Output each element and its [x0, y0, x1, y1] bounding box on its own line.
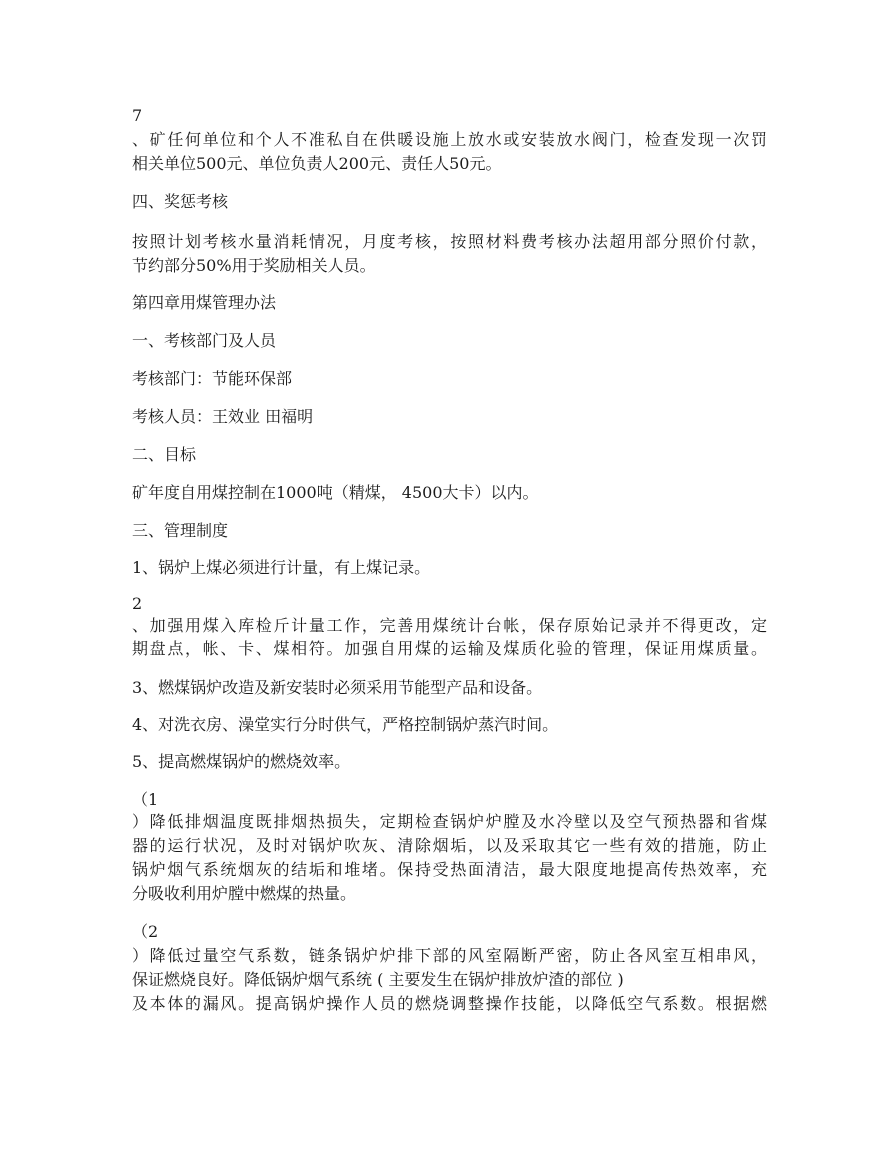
chapter-heading: 第四章用煤管理办法	[132, 293, 277, 312]
section-heading: 一、考核部门及人员	[132, 331, 277, 350]
text-line: 锅炉烟气系统烟灰的结垢和堆堵。保持受热面清洁，最大限度地提高传热效率，充	[132, 860, 767, 879]
text-line: 器的运行状况，及时对锅炉吹灰、清除烟垢，以及采取其它一些有效的措施，防止	[132, 836, 767, 855]
text-line: 按照计划考核水量消耗情况，月度考核，按照材料费考核办法超用部分照价付款，	[132, 232, 767, 251]
text-line: 、加强用煤入库检斤计量工作，完善用煤统计台帐，保存原始记录并不得更改，定	[132, 616, 767, 635]
text-line: 考核部门：节能环保部	[132, 369, 293, 388]
text-line: ）降低排烟温度既排烟热损失，定期检查锅炉炉膛及水冷壁以及空气预热器和省煤	[132, 812, 767, 831]
list-item-number: 2	[132, 594, 143, 613]
section-heading: 二、目标	[132, 445, 197, 464]
list-item: 3、燃煤锅炉改造及新安装时必须采用节能型产品和设备。	[132, 678, 543, 697]
text-line: 分吸收利用炉膛中燃煤的热量。	[132, 884, 357, 903]
list-item: 4、对洗衣房、澡堂实行分时供气，严格控制锅炉蒸汽时间。	[132, 715, 559, 734]
list-item-number: （2	[132, 922, 159, 941]
section-heading: 三、管理制度	[132, 521, 229, 540]
text-line: 7	[132, 106, 143, 125]
text-line: 、矿任何单位和个人不准私自在供暖设施上放水或安装放水阀门，检查发现一次罚	[132, 130, 767, 149]
text-line: 节约部分50%用于奖励相关人员。	[132, 256, 376, 275]
text-line: 保证燃烧良好。降低锅炉烟气系统 ( 主要发生在锅炉排放炉渣的部位 )	[132, 970, 624, 989]
text-line: 考核人员：王效业 田福明	[132, 407, 314, 426]
text-line: 期盘点，帐、卡、煤相符。加强自用煤的运输及煤质化验的管理，保证用煤质量。	[132, 639, 767, 658]
text-line: 及本体的漏风。提高锅炉操作人员的燃烧调整操作技能，以降低空气系数。根据燃	[132, 994, 767, 1013]
text-line: ）降低过量空气系数，链条锅炉炉排下部的风室隔断严密，防止各风室互相串风，	[132, 946, 767, 965]
section-heading: 四、奖惩考核	[132, 192, 229, 211]
text-line: 矿年度自用煤控制在1000吨（精煤， 4500大卡）以内。	[132, 483, 539, 502]
list-item: 5、提高燃煤锅炉的燃烧效率。	[132, 752, 351, 771]
text-line: 相关单位500元、单位负责人200元、责任人50元。	[132, 154, 502, 173]
list-item-number: （1	[132, 790, 159, 809]
list-item: 1、锅炉上煤必须进行计量，有上煤记录。	[132, 558, 431, 577]
